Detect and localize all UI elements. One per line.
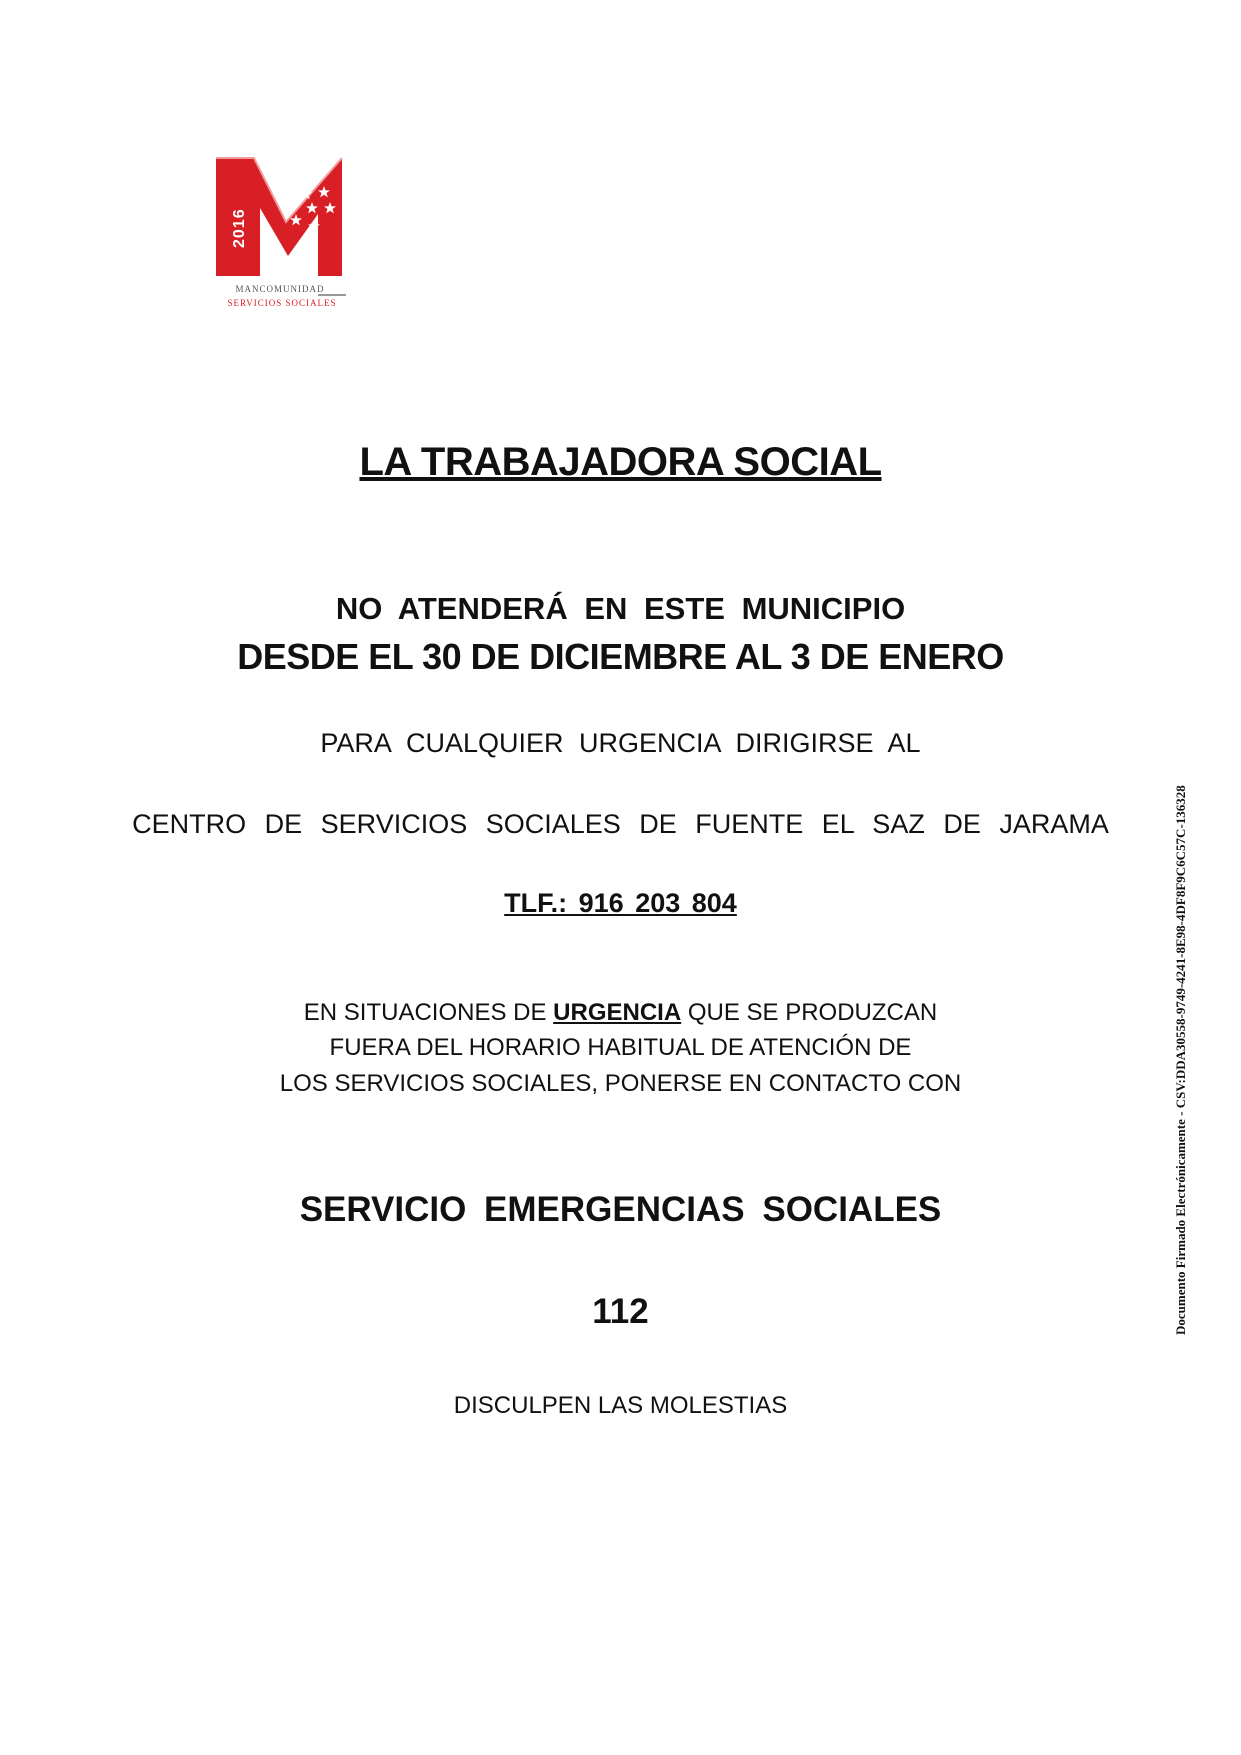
page-title: LA TRABAJADORA SOCIAL <box>359 440 882 484</box>
emergency-service-name: SERVICIO EMERGENCIAS SOCIALES <box>299 1190 942 1229</box>
emergency-text-line-2: FUERA DEL HORARIO HABITUAL DE ATENCIÓN DE <box>329 1034 912 1061</box>
notice-dates: DESDE EL 30 DE DICIEMBRE AL 3 DE ENERO <box>237 636 1004 677</box>
emergency-text-after: QUE SE PRODUZCAN <box>681 999 938 1026</box>
emergency-text-line-3: LOS SERVICIOS SOCIALES, PONERSE EN CONTACTO CON <box>279 1070 962 1097</box>
mancomunidad-logo <box>214 152 354 312</box>
center-phone: TLF.: 916 203 804 <box>504 888 737 918</box>
social-services-center: CENTRO DE SERVICIOS SOCIALES DE FUENTE EL SAZ DE JARAMA <box>132 809 1109 839</box>
urgency-highlight: URGENCIA <box>553 999 682 1026</box>
emergency-text-line-1 <box>0 999 1241 1027</box>
apology-text: DISCULPEN LAS MOLESTIAS <box>453 1392 788 1419</box>
emergency-number: 112 <box>592 1292 649 1331</box>
notice-line-1: NO ATENDERÁ EN ESTE MUNICIPIO <box>335 591 906 626</box>
electronic-signature-note: Documento Firmado Electrónicamente - CSV:DDA30558-9749-4241-8E98-4DF8F9C6C57C-136328 <box>1173 785 1188 1335</box>
logo-m-emblem <box>214 152 354 312</box>
urgency-instruction: PARA CUALQUIER URGENCIA DIRIGIRSE AL <box>320 728 921 758</box>
logo-year: 2016 <box>231 208 248 248</box>
emergency-text-before: EN SITUACIONES DE <box>303 999 554 1026</box>
logo-caption-1: MANCOMUNIDAD <box>235 284 325 294</box>
logo-caption-2: SERVICIOS SOCIALES <box>227 298 337 308</box>
